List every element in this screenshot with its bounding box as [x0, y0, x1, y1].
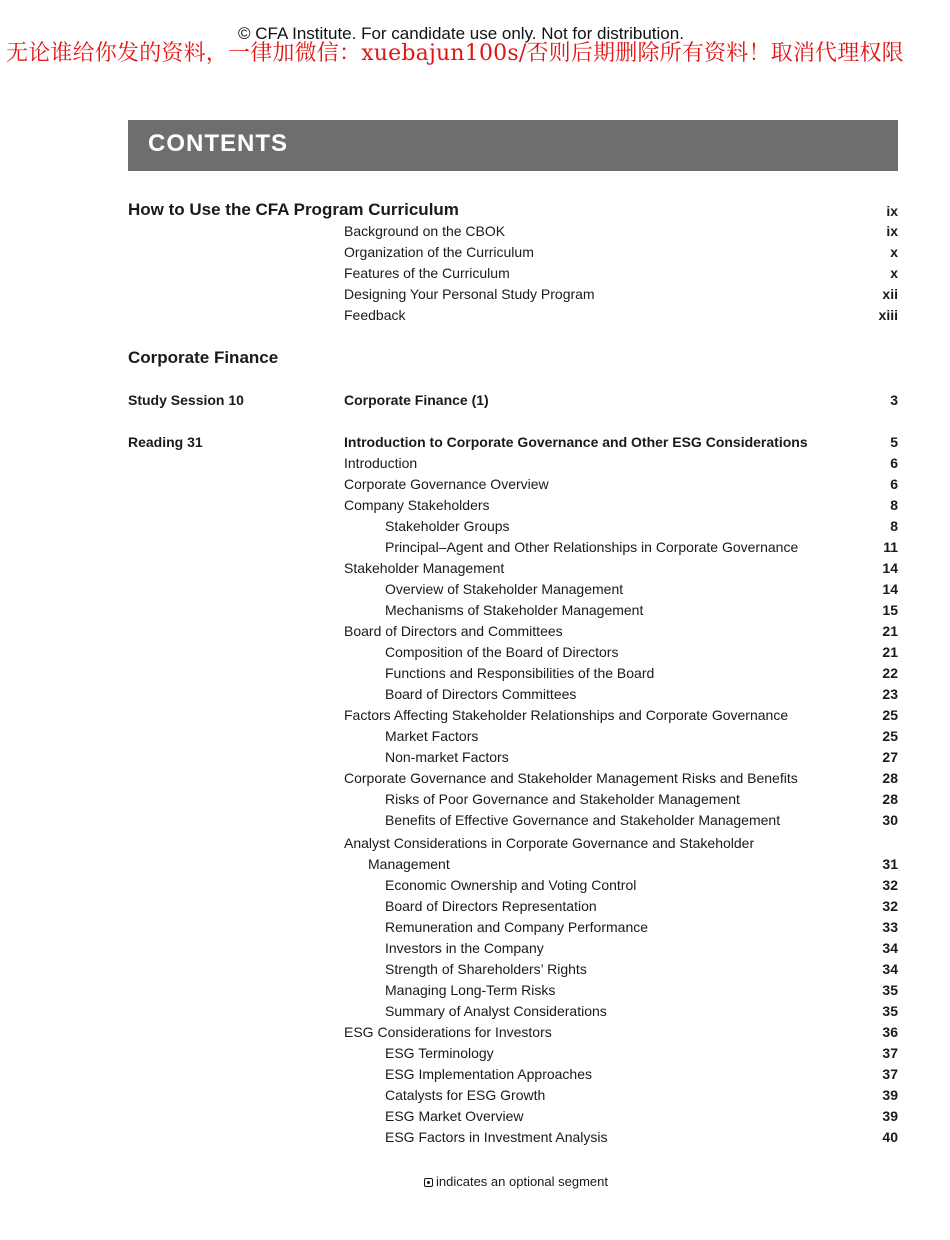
toc-subentry[interactable]	[128, 961, 898, 981]
entry-text: Corporate Governance and Stakeholder Management Risks and Benefits	[344, 770, 798, 786]
entry-text: Investors in the Company	[385, 940, 544, 956]
toc-subentry[interactable]	[128, 665, 898, 685]
entry-text: ESG Considerations for Investors	[344, 1024, 552, 1040]
entry-text: Economic Ownership and Voting Control	[385, 877, 637, 893]
entry-page: 28	[882, 791, 898, 807]
toc-subentry[interactable]	[128, 749, 898, 769]
entry-page: 31	[882, 856, 898, 872]
entry-page: 32	[882, 898, 898, 914]
toc-subentry[interactable]	[128, 919, 898, 939]
entry-page: 22	[882, 665, 898, 681]
entry-text: Risks of Poor Governance and Stakeholder Management	[385, 791, 740, 807]
toc-entry[interactable]	[128, 265, 898, 285]
entry-page: 21	[882, 623, 898, 639]
entry-text: Board of Directors and Committees	[344, 623, 563, 639]
entry-page: 25	[882, 728, 898, 744]
toc-subentry[interactable]	[128, 1087, 898, 1107]
toc-subentry[interactable]	[128, 686, 898, 706]
toc-entry[interactable]	[128, 286, 898, 306]
reading-row[interactable]	[128, 434, 898, 454]
entry-page: 15	[882, 602, 898, 618]
watermark-text: 无论谁给你发的资料，一律加微信：xuebajun100s/否则后期删除所有资料！取消代理权限	[6, 41, 904, 66]
entry-text: ESG Market Overview	[385, 1108, 524, 1124]
entry-text: Designing Your Personal Study Program	[344, 286, 595, 302]
toc-entry[interactable]	[128, 223, 898, 243]
entry-page: 37	[882, 1066, 898, 1082]
entry-text: Management	[368, 856, 450, 872]
entry-page: 8	[890, 518, 898, 534]
entry-page: 21	[882, 644, 898, 660]
toc-subentry[interactable]	[128, 1045, 898, 1065]
entry-text: Market Factors	[385, 728, 479, 744]
entry-text: Stakeholder Management	[344, 560, 505, 576]
entry-page: 25	[882, 707, 898, 723]
entry-page: 37	[882, 1045, 898, 1061]
entry-text: Mechanisms of Stakeholder Management	[385, 602, 644, 618]
toc-subentry[interactable]	[128, 898, 898, 918]
toc-entry[interactable]	[128, 455, 898, 475]
entry-text: Functions and Responsibilities of the Board	[385, 665, 655, 681]
entry-page: xii	[882, 286, 898, 302]
entry-text: Company Stakeholders	[344, 497, 490, 513]
toc-entry[interactable]	[128, 307, 898, 327]
entry-text: Background on the CBOK	[344, 223, 506, 239]
entry-text: Organization of the Curriculum	[344, 244, 534, 260]
entry-text: Strength of Shareholders’ Rights	[385, 961, 587, 977]
entry-page: 34	[882, 940, 898, 956]
entry-page: 11	[883, 539, 898, 555]
toc-entry-continued[interactable]	[128, 856, 898, 876]
toc-subentry[interactable]	[128, 940, 898, 960]
study-session-row[interactable]	[128, 392, 898, 412]
entry-page: 30	[882, 812, 898, 828]
entry-text: Board of Directors Representation	[385, 898, 597, 914]
entry-page: 39	[882, 1108, 898, 1124]
entry-text: ESG Factors in Investment Analysis	[385, 1129, 608, 1145]
optional-segment-note	[424, 1174, 608, 1189]
entry-page: 6	[890, 455, 898, 471]
toc-subentry[interactable]	[128, 1003, 898, 1023]
entry-page: ix	[886, 223, 898, 239]
front-title: How to Use the CFA Program Curriculum	[128, 200, 459, 219]
entry-text: Managing Long-Term Risks	[385, 982, 556, 998]
toc-front-title-row[interactable]	[128, 200, 898, 222]
copyright-notice: © CFA Institute. For candidate use only. Not for distribution.	[238, 24, 684, 43]
entry-page: xiii	[878, 307, 898, 323]
toc-entry[interactable]	[128, 476, 898, 496]
entry-text: Factors Affecting Stakeholder Relationships and Corporate Governance	[344, 707, 789, 723]
optional-segment-text: indicates an optional segment	[436, 1174, 609, 1189]
topic-heading-row	[128, 348, 898, 370]
entry-text: ESG Terminology	[385, 1045, 494, 1061]
toc-entry[interactable]	[128, 560, 898, 580]
entry-text: Non-market Factors	[385, 749, 509, 765]
entry-page: 14	[882, 581, 898, 597]
reading-label: Reading 31	[128, 434, 203, 450]
toc-subentry[interactable]	[128, 602, 898, 622]
toc-subentry[interactable]	[128, 1129, 898, 1149]
entry-text: Catalysts for ESG Growth	[385, 1087, 546, 1103]
toc-subentry[interactable]	[128, 539, 898, 559]
study-session-title: Corporate Finance (1)	[344, 392, 489, 408]
entry-text: ESG Implementation Approaches	[385, 1066, 593, 1082]
entry-page: 23	[882, 686, 898, 702]
entry-page: 28	[882, 770, 898, 786]
reading-page: 5	[890, 434, 898, 450]
entry-page: x	[890, 244, 898, 260]
entry-text: Board of Directors Committees	[385, 686, 577, 702]
entry-text: Stakeholder Groups	[385, 518, 510, 534]
toc-subentry[interactable]	[128, 877, 898, 897]
toc-subentry[interactable]	[128, 728, 898, 748]
toc-entry[interactable]	[128, 244, 898, 264]
toc-subentry[interactable]	[128, 581, 898, 601]
optional-segment-icon	[424, 1178, 433, 1187]
entry-page: 6	[890, 476, 898, 492]
study-session-label: Study Session 10	[128, 392, 244, 408]
entry-text: Composition of the Board of Directors	[385, 644, 619, 660]
toc-entry[interactable]	[128, 1024, 898, 1044]
entry-page: 36	[882, 1024, 898, 1040]
entry-page: 8	[890, 497, 898, 513]
entry-page: 35	[882, 982, 898, 998]
entry-text: Summary of Analyst Considerations	[385, 1003, 607, 1019]
entry-page: 35	[882, 1003, 898, 1019]
entry-page: x	[890, 265, 898, 281]
toc-subentry[interactable]	[128, 1066, 898, 1086]
entry-text: Benefits of Effective Governance and Stakeholder Management	[385, 812, 781, 828]
entry-text: Feedback	[344, 307, 406, 323]
entry-page: 40	[882, 1129, 898, 1145]
toc-subentry[interactable]	[128, 518, 898, 538]
contents-header-bar	[128, 120, 898, 171]
entry-text: Introduction	[344, 455, 418, 471]
toc-subentry[interactable]	[128, 791, 898, 811]
reading-title: Introduction to Corporate Governance and Other ESG Considerations	[344, 434, 808, 450]
toc-subentry[interactable]	[128, 1108, 898, 1128]
entry-text: Principal–Agent and Other Relationships in Corporate Governance	[385, 539, 799, 555]
entry-text: Features of the Curriculum	[344, 265, 510, 281]
entry-text: Analyst Considerations in Corporate Governance and Stakeholder	[344, 835, 755, 851]
entry-page: 14	[882, 560, 898, 576]
toc-subentry[interactable]	[128, 982, 898, 1002]
entry-page: 32	[882, 877, 898, 893]
entry-text: Corporate Governance Overview	[344, 476, 549, 492]
entry-page: 27	[882, 749, 898, 765]
toc-subentry[interactable]	[128, 812, 898, 832]
topic-heading: Corporate Finance	[128, 348, 279, 367]
entry-page: 34	[882, 961, 898, 977]
toc-entry[interactable]	[128, 770, 898, 790]
toc-entry[interactable]	[128, 623, 898, 643]
toc-subentry[interactable]	[128, 644, 898, 664]
entry-page: 39	[882, 1087, 898, 1103]
entry-text: Overview of Stakeholder Management	[385, 581, 624, 597]
entry-text: Remuneration and Company Performance	[385, 919, 649, 935]
toc-entry[interactable]	[128, 497, 898, 517]
entry-page: 33	[882, 919, 898, 935]
contents-title: CONTENTS	[148, 130, 288, 157]
front-page: ix	[886, 203, 898, 219]
toc-entry[interactable]	[128, 707, 898, 727]
study-session-page: 3	[890, 392, 898, 408]
toc-entry[interactable]	[128, 835, 898, 855]
